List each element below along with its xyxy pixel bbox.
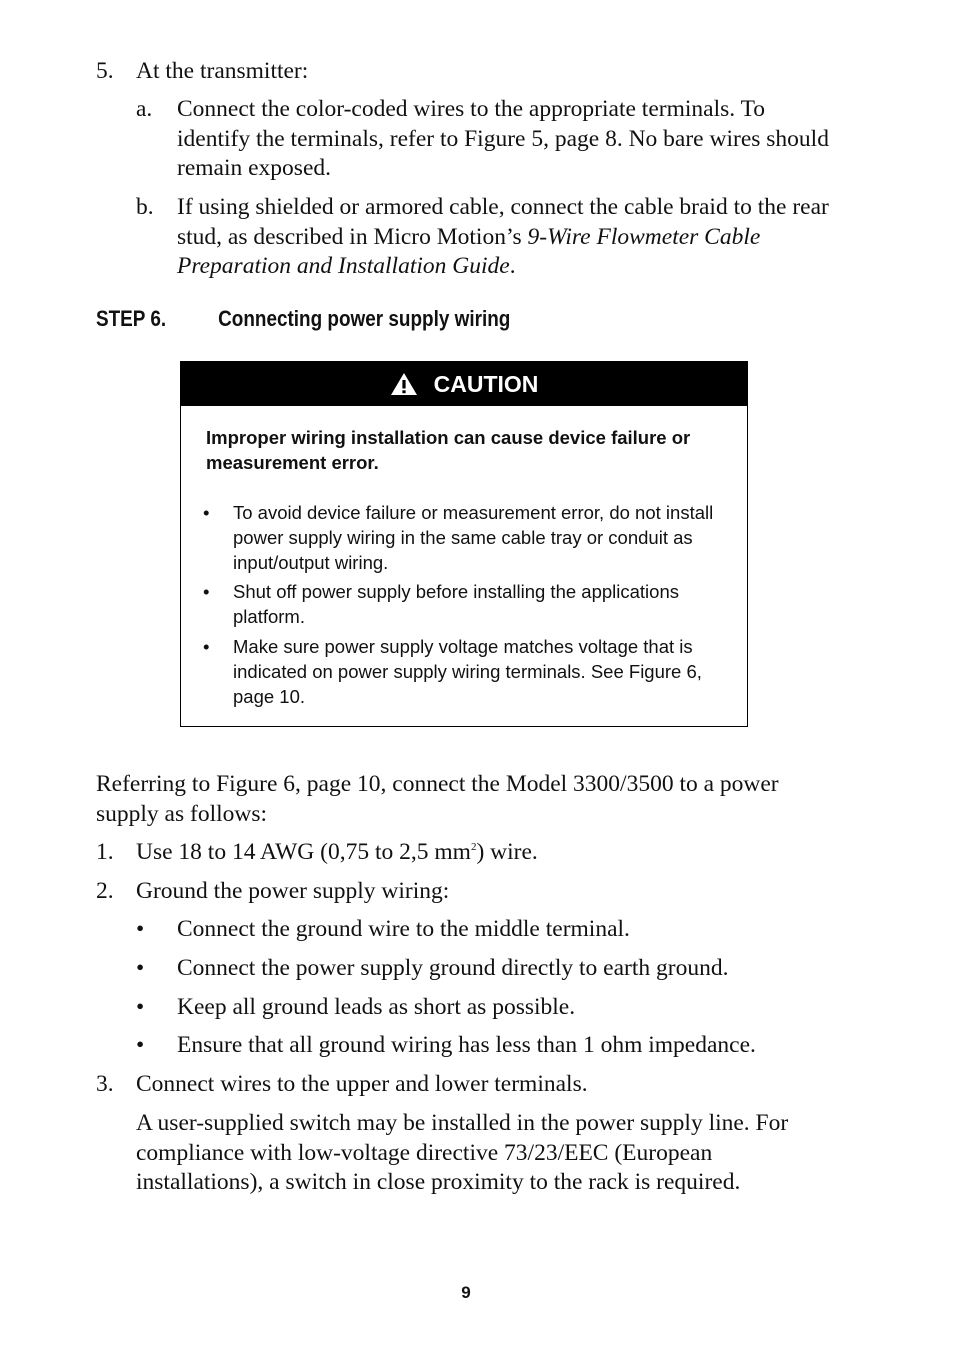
- bullet-icon: •: [203, 636, 210, 657]
- list-item-text: At the transmitter:: [136, 58, 309, 84]
- caution-bullet-text: Shut off power supply before installing the applications platform.: [233, 581, 679, 627]
- caution-bullet-text: Make sure power supply voltage matches voltage that is indicated on power supply wiring terminals. See Figure 6, page 10.: [233, 636, 702, 707]
- superscript: 2: [470, 841, 477, 854]
- bullet-icon: •: [136, 994, 145, 1020]
- bullet-icon: •: [136, 955, 145, 981]
- bullet-icon: •: [136, 1032, 145, 1058]
- intro-paragraph: Referring to Figure 6, page 10, connect the Model 3300/3500 to a power supply as follows:: [96, 771, 779, 827]
- bullet-text: Connect the power supply ground directly to earth ground.: [177, 955, 729, 981]
- bullet-icon: •: [203, 502, 210, 523]
- sub-item-text-part: If using shielded or armored cable, connect the cable braid to the rear stud, as described in Micro Motion’s: [177, 194, 829, 250]
- bullet-icon: •: [203, 581, 210, 602]
- step-title: Connecting power supply wiring: [218, 306, 511, 331]
- caution-header: [181, 362, 747, 406]
- sub-item-text: [177, 193, 837, 282]
- step-note: A user-supplied switch may be installed in the power supply line. For compliance with low-voltage directive 73/23/EEC (European installations), a switch in close proximity to the rack is required.: [136, 1110, 789, 1195]
- caution-bullet-text: To avoid device failure or measurement error, do not install power supply wiring in the same cable tray or conduit as input/output wiring.: [233, 502, 714, 573]
- bullet-text: Ensure that all ground wiring has less than 1 ohm impedance.: [177, 1032, 756, 1058]
- page-number: 9: [461, 1283, 471, 1302]
- caution-box: [180, 361, 748, 727]
- list-number: 3.: [96, 1071, 114, 1097]
- list-item-text-part: ) wire.: [476, 839, 538, 865]
- list-item-text-part: Use 18 to 14 AWG (0,75 to 2,5 mm: [136, 839, 471, 865]
- sub-item-text-part: .: [509, 253, 516, 279]
- sub-item-label: a.: [136, 96, 153, 122]
- list-item-text: [136, 838, 538, 868]
- list-number: 2.: [96, 878, 114, 904]
- caution-intro: Improper wiring installation can cause device failure or measurement error.: [206, 427, 691, 473]
- list-number: 5.: [96, 58, 114, 84]
- bullet-text: Keep all ground leads as short as possible.: [177, 994, 576, 1020]
- warning-triangle-icon: [390, 372, 418, 396]
- list-number: 1.: [96, 839, 114, 865]
- list-item-text: Ground the power supply wiring:: [136, 878, 450, 904]
- step-heading: [96, 306, 510, 332]
- step-number: STEP 6.: [96, 306, 167, 331]
- list-item-text: Connect wires to the upper and lower terminals.: [136, 1071, 588, 1097]
- guide-title: 9-Wire Flowmeter Cable Preparation and Installation Guide: [177, 223, 761, 279]
- sub-item-label: b.: [136, 194, 154, 220]
- caution-title: CAUTION: [433, 370, 539, 397]
- bullet-text: Connect the ground wire to the middle terminal.: [177, 916, 630, 942]
- bullet-icon: •: [136, 916, 145, 942]
- sub-item-text: Connect the color-coded wires to the appropriate terminals. To identify the terminals, refer to Figure 5, page 8. No bare wires should remain exposed.: [177, 96, 829, 181]
